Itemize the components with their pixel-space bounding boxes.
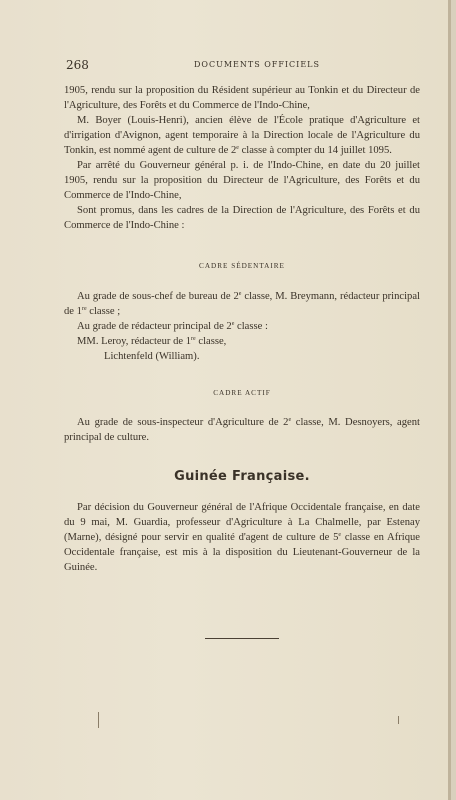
promotion-line xyxy=(64,334,420,349)
page-header xyxy=(66,58,396,72)
page-number: 268 xyxy=(66,58,89,72)
paragraph-text: classe à compter du 14 juillet 1095. xyxy=(238,145,392,156)
promotion-name-line: Lichtenfeld (William). xyxy=(104,351,200,362)
section-title-cadre-actif: CADRE ACTIF xyxy=(213,389,271,397)
running-title: DOCUMENTS OFFICIELS xyxy=(194,60,320,69)
closing-rule xyxy=(205,638,279,639)
superscript: e xyxy=(238,291,242,297)
document-body xyxy=(64,83,420,575)
superscript: re xyxy=(191,336,196,342)
paragraph-text: M. Boyer (Louis-Henri), ancien élève de l'École pratique d'Agriculture et d'irrigation d'Avignon, agent temporaire à la Direction locale de l'Agriculture du Tonkin, est nommé agent de culture de 2 xyxy=(64,115,420,156)
promotion-line xyxy=(64,289,420,319)
paragraph-promotions: Sont promus, dans les cadres de la Direction de l'Agriculture, des Forêts et du Commerce de l'Indo-Chine : xyxy=(64,205,420,231)
superscript: e xyxy=(288,417,292,423)
line-text: classe, xyxy=(195,336,227,347)
paper-blemish xyxy=(98,712,99,728)
paper-blemish xyxy=(398,716,399,724)
paragraph: 1905, rendu sur la proposition du Résident supérieur au Tonkin et du Directeur de l'Agriculture, des Forêts et du Commerce de l'Indo-Chine, xyxy=(64,85,420,111)
line-text: classe ; xyxy=(86,306,121,317)
superscript: e xyxy=(236,145,239,151)
section-title-cadre-sedentaire: CADRE SÉDENTAIRE xyxy=(199,262,285,270)
section-title-guinee: Guinée Française. xyxy=(174,469,310,484)
line-text: Au grade de sous-inspecteur d'Agriculture de 2 xyxy=(77,417,289,428)
line-text: classe : xyxy=(234,321,268,332)
line-text: classe, M. Desnoyers, agent principal de culture. xyxy=(64,417,420,443)
paragraph-boyer xyxy=(64,113,420,158)
line-text: MM. Leroy, rédacteur de 1 xyxy=(77,336,192,347)
paragraph-text: classe en Afrique Occidentale française, est mis à la disposition du Lieutenant-Gouverneur de la Guinée. xyxy=(64,532,420,573)
line-text: classe, M. Breymann, rédacteur principal de 1 xyxy=(64,291,420,317)
paragraph-guinee xyxy=(64,500,420,575)
promotion-line xyxy=(64,319,420,334)
promotion-line xyxy=(64,415,420,445)
superscript: e xyxy=(338,532,342,538)
line-text: Au grade de rédacteur principal de 2 xyxy=(77,321,232,332)
paragraph-arrete: Par arrêté du Gouverneur général p. i. de l'Indo-Chine, en date du 20 juillet 1905, rendu sur la proposition du Directeur de l'Agriculture, des Forêts et du Commerce de l'Indo-Chine, xyxy=(64,160,420,201)
line-text: Au grade de sous-chef de bureau de 2 xyxy=(77,291,239,302)
superscript: re xyxy=(81,306,87,312)
superscript: e xyxy=(231,321,235,327)
paragraph-text: Par décision du Gouverneur général de l'Afrique Occidentale française, en date du 9 mai, M. Guardia, professeur d'Agriculture à La Chalmelle, par Estenay (Marne), désigné pour servir en qualité d'agent de culture de 5 xyxy=(64,502,420,543)
